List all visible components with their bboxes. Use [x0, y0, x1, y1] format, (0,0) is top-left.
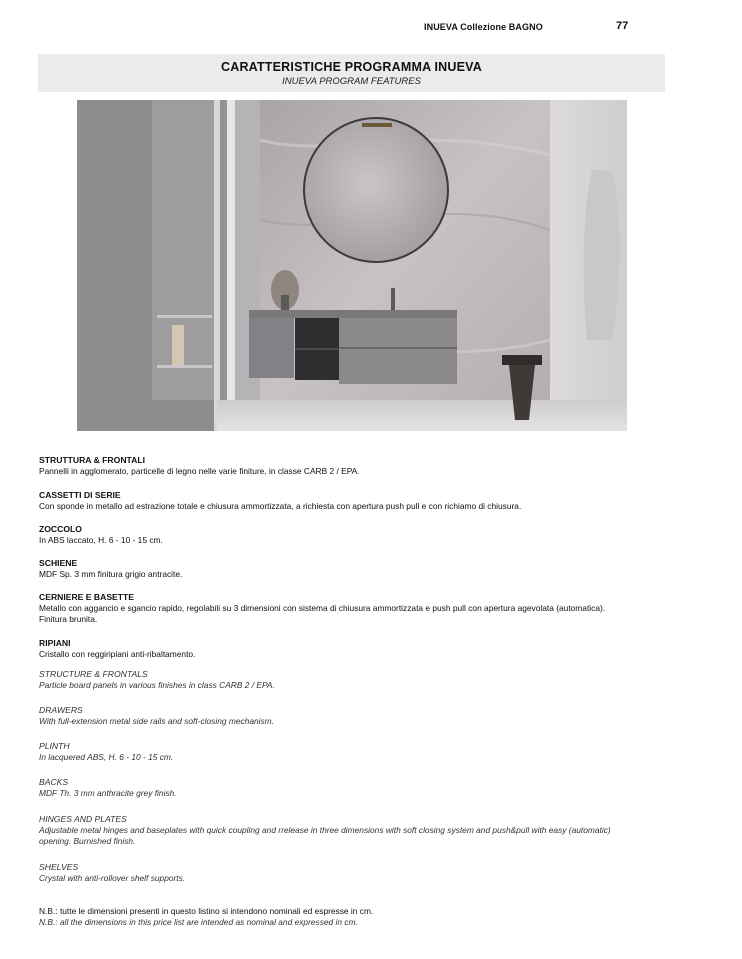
section-body-continued: Finitura brunita. — [39, 614, 98, 624]
section-title: RIPIANI — [39, 638, 71, 648]
section-title: STRUCTURE & FRONTALS — [39, 669, 148, 679]
section-struttura — [39, 455, 679, 477]
section-body: Adjustable metal hinges and baseplates with quick coupling and rrelease in three dimensions with soft closing system and push&pull with easy (automatic) — [39, 825, 611, 835]
section-cassetti — [39, 490, 679, 512]
bathroom-vanity-photo — [77, 100, 627, 431]
section-title: HINGES AND PLATES — [39, 814, 127, 824]
section-body: In ABS laccato, H. 6 - 10 - 15 cm. — [39, 535, 163, 545]
section-body: With full-extension metal side rails and soft-closing mechanism. — [39, 716, 274, 726]
section-plinth — [39, 741, 679, 763]
section-body: Crystal with anti-rollover shelf supports. — [39, 873, 186, 883]
section-backs — [39, 777, 679, 799]
note-english: N.B.: all the dimensions in this price list are intended as nominal and expressed in cm. — [39, 917, 358, 927]
section-title: SCHIENE — [39, 558, 78, 568]
page-subtitle: INUEVA PROGRAM FEATURES — [282, 76, 421, 87]
section-shelves — [39, 862, 679, 884]
section-title: BACKS — [39, 777, 69, 787]
header-brand: INUEVA Collezione BAGNO — [424, 22, 543, 32]
section-structure — [39, 669, 679, 691]
section-body: MDF Th. 3 mm anthracite grey finish. — [39, 788, 177, 798]
section-body: Metallo con aggancio e sgancio rapido, regolabili su 3 dimensioni con sistema di chiusura ammortizzata e push pull con apertura agevolata (automatica). — [39, 603, 606, 613]
section-body: Particle board panels in various finishes in class CARB 2 / EPA. — [39, 680, 275, 690]
section-title: STRUTTURA & FRONTALI — [39, 455, 145, 465]
section-zoccolo — [39, 524, 679, 546]
section-title: DRAWERS — [39, 705, 83, 715]
section-title: SHELVES — [39, 862, 79, 872]
page-number: 77 — [616, 20, 629, 32]
note-italian: N.B.: tutte le dimensioni presenti in questo listino si intendono nominali ed espresse in cm. — [39, 906, 374, 916]
page-title: CARATTERISTICHE PROGRAMMA INUEVA — [220, 60, 483, 74]
section-body-continued: opening. Burnished finish. — [39, 836, 136, 846]
title-band — [38, 54, 665, 92]
section-body: Con sponde in metallo ad estrazione totale e chiusura ammortizzata, a richiesta con apertura push pull e con richiamo di chiusura. — [39, 501, 522, 511]
section-title: CERNIERE E BASETTE — [39, 592, 135, 602]
section-body: In lacquered ABS, H. 6 - 10 - 15 cm. — [39, 752, 174, 762]
section-body: Pannelli in agglomerato, particelle di legno nelle varie finiture, in classe CARB 2 / EPA. — [39, 466, 360, 476]
section-title: CASSETTI DI SERIE — [39, 490, 121, 500]
section-body: MDF Sp. 3 mm finitura grigio antracite. — [39, 569, 183, 579]
section-drawers — [39, 705, 679, 727]
section-cerniere — [39, 592, 679, 625]
section-title: ZOCCOLO — [39, 524, 82, 534]
section-body: Cristallo con reggiripiani anti-ribaltamento. — [39, 649, 196, 659]
section-hinges — [39, 814, 679, 847]
section-ripiani — [39, 638, 679, 660]
section-title: PLINTH — [39, 741, 70, 751]
section-schiene — [39, 558, 679, 580]
